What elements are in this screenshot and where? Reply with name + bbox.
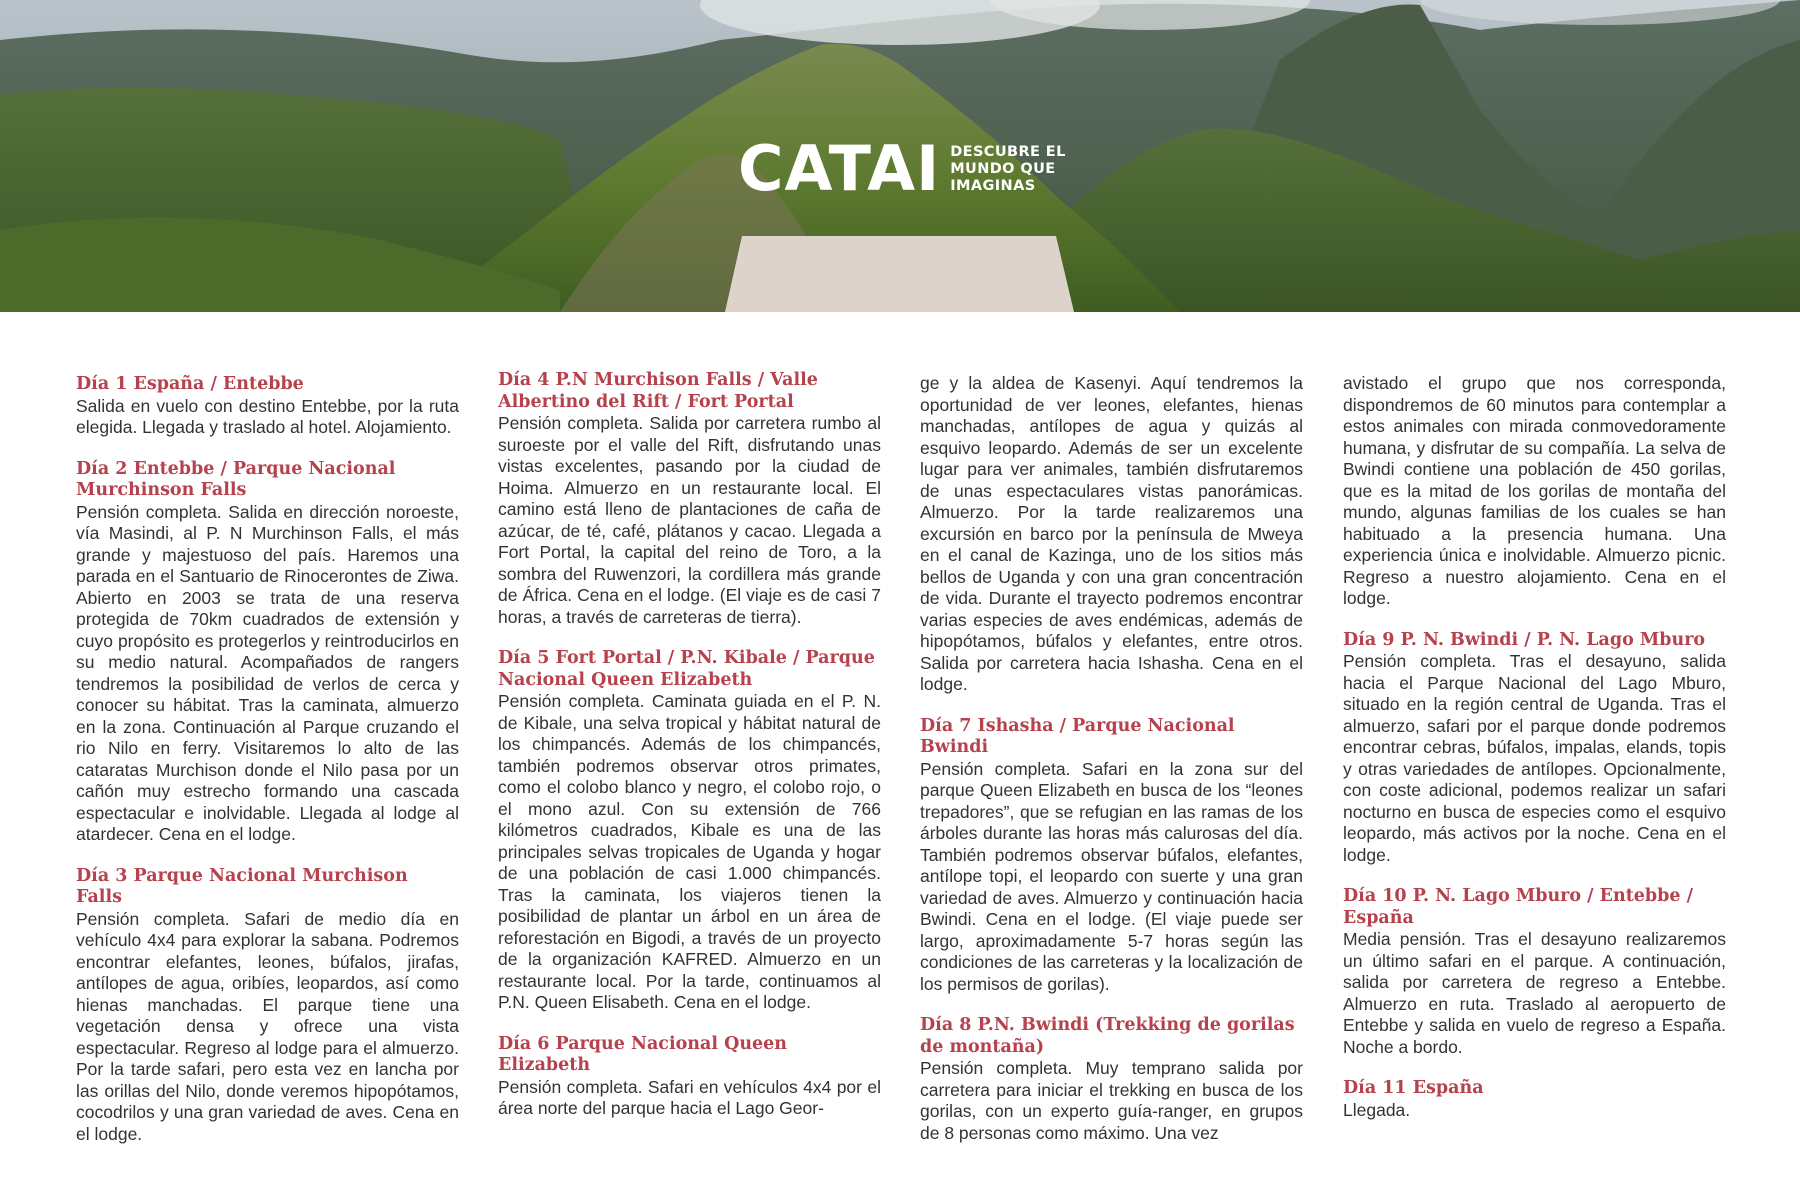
itinerary-day xyxy=(498,648,881,1014)
itinerary-day xyxy=(76,459,459,846)
day-description: Pensión completa. Tras el desayuno, salida hacia el Parque Nacional del Lago Mburo, situado en la región central de Uganda. Tras el almuerzo, safari por el parque donde podremos encontrar cebras, búfalos, impalas, elands, topis y otras variedades de antílopes. Opcionalmente, con coste adicional, podemos realizar un safari nocturno en busca de especies como el esquivo leopardo, más activos por la noche. Cena en el lodge. xyxy=(1343,651,1726,865)
day-description: Media pensión. Tras el desayuno realizaremos un último safari en el parque. A continuación, salida por carretera de regreso a Entebbe. Almuerzo en ruta. Traslado al aeropuerto de Entebbe y salida en vuelo de regreso a España. Noche a bordo. xyxy=(1343,929,1726,1057)
day-title: Día 2 Entebbe / Parque Nacional Murchinson Falls xyxy=(76,458,396,500)
itinerary-day xyxy=(920,716,1303,996)
logo-wordmark: CATAI xyxy=(738,132,941,205)
itinerary-columns xyxy=(0,370,1800,1190)
itinerary-column-2 xyxy=(498,370,881,1140)
itinerary-day xyxy=(1343,886,1726,1058)
hero-banner xyxy=(0,0,1800,312)
day-title: Día 1 España / Entebbe xyxy=(76,374,304,394)
itinerary-column-3 xyxy=(920,373,1303,1164)
logo-tagline: DESCUBRE EL MUNDO QUE IMAGINAS xyxy=(950,143,1066,194)
day-description: avistado el grupo que nos corresponda, dispondremos de 60 minutos para contemplar a estos animales con mirada conmovedoramente humana, y disfrutar de su compañía. La selva de Bwindi contiene una población de 450 gorilas, que es la mitad de los gorilas de montaña del mundo, algunas familias de los cuales se han habituado a la presencia humana. Una experiencia única e inolvidable. Almuerzo picnic. Regreso a nuestro alojamiento. Cena en el lodge. xyxy=(1343,373,1726,608)
day-title: Día 11 España xyxy=(1343,1078,1484,1098)
itinerary-day-continued xyxy=(920,373,1303,696)
banner-tab xyxy=(725,236,1074,312)
itinerary-day xyxy=(76,374,459,439)
itinerary-column-1 xyxy=(76,374,459,1165)
itinerary-day xyxy=(920,1015,1303,1144)
day-description: Pensión completa. Muy temprano salida por carretera para iniciar el trekking en busca de los gorilas, con un experto guía-ranger, en grupos de 8 personas como máximo. Una vez xyxy=(920,1058,1303,1143)
day-description: Pensión completa. Safari en la zona sur del parque Queen Elizabeth en busca de los “leones trepadores”, que se refugian en las ramas de los árboles durante las horas más calurosas del día. También podremos observar búfalos, elefantes, antílope topi, el leopardo con suerte y una gran variedad de aves. Almuerzo y continuación hacia Bwindi. Cena en el lodge. (El viaje puede ser largo, aproximadamente 5-7 horas según las condiciones de las carreteras y la localización de los permisos de gorilas). xyxy=(920,758,1303,994)
day-description: Pensión completa. Safari en vehículos 4x4 por el área norte del parque hacia el Lago Geor- xyxy=(498,1076,881,1118)
day-description: Pensión completa. Caminata guiada en el P. N. de Kibale, una selva tropical y hábitat natural de los chimpancés. Además de los chimpancés, también podremos observar otros primates, como el colobo blanco y negro, el colobo rojo, o el mono azul. Con su extensión de 766 kilómetros cuadrados, Kibale es una de las principales selvas tropicales de Uganda y hogar de una población de casi 1.000 chimpancés. Tras la caminata, los viajeros tienen la posibilidad de plantar un árbol en un área de reforestación en Bigodi, a través de un proyecto de la organización KAFRED. Almuerzo en un restaurante local. Por la tarde, continuamos al P.N. Queen Elisabeth. Cena en el lodge. xyxy=(498,691,881,1012)
day-description: Salida en vuelo con destino Entebbe, por la ruta elegida. Llegada y traslado al hotel. Alojamiento. xyxy=(76,395,459,437)
day-title: Día 9 P. N. Bwindi / P. N. Lago Mburo xyxy=(1343,629,1706,650)
itinerary-day xyxy=(498,1034,881,1120)
day-title: Día 6 Parque Nacional Queen Elizabeth xyxy=(498,1033,788,1075)
itinerary-day xyxy=(76,866,459,1146)
day-title: Día 7 Ishasha / Parque Nacional Bwindi xyxy=(920,715,1235,757)
day-title: Día 3 Parque Nacional Murchison Falls xyxy=(76,865,408,907)
day-title: Día 10 P. N. Lago Mburo / Entebbe / España xyxy=(1343,886,1694,928)
day-description: Pensión completa. Salida por carretera rumbo al suroeste por el valle del Rift, disfrutando unas vistas excelentes, pasando por la ciudad de Hoima. Almuerzo en un restaurante local. El camino está lleno de plantaciones de caña de azúcar, de té, café, plátanos y cacao. Llegada a Fort Portal, la capital del reino de Toro, a la sombra del Ruwenzori, la cordillera más grande de África. Cena en el lodge. (El viaje es de casi 7 horas, a través de carreteras de tierra). xyxy=(498,413,881,627)
itinerary-day xyxy=(498,370,881,628)
day-title: Día 5 Fort Portal / P.N. Kibale / Parque Nacional Queen Elizabeth xyxy=(498,648,875,690)
itinerary-day-continued xyxy=(1343,373,1726,610)
day-title: Día 4 P.N Murchison Falls / Valle Albertino del Rift / Fort Portal xyxy=(498,370,818,412)
day-title: Día 8 P.N. Bwindi (Trekking de gorilas de montaña) xyxy=(920,1015,1295,1057)
day-description: Pensión completa. Salida en dirección noroeste, vía Masindi, al P. N Murchinson Falls, el más grande y majestuoso del país. Haremos una parada en el Santuario de Rinocerontes de Ziwa. Abierto en 2003 se trata de una reserva protegida de 70km cuadrados de extensión y cuyo propósito es protegerlos y reintroducirlos en su medio natural. Acompañados de rangers tendremos la posibilidad de verlos de cerca y conocer su hábitat. Tras la caminata, almuerzo en la zona. Continuación al Parque cruzando el rio Nilo en ferry. Visitaremos lo alto de las cataratas Murchison donde el Nilo pasa por un cañón muy estrecho formando una cascada espectacular e inolvidable. Llegada al lodge al atardecer. Cena en el lodge. xyxy=(76,501,459,844)
catai-logo xyxy=(738,132,1066,205)
itinerary-day xyxy=(1343,1078,1726,1121)
itinerary-day xyxy=(1343,630,1726,867)
day-description: Llegada. xyxy=(1343,1099,1411,1120)
itinerary-column-4 xyxy=(1343,373,1726,1141)
day-description: Pensión completa. Safari de medio día en vehículo 4x4 para explorar la sabana. Podremos encontrar elefantes, leones, búfalos, jirafas, antílopes de agua, oribíes, leopardos, así como hienas manchadas. El parque tiene una vegetación densa y ofrece una vista espectacular. Regreso al lodge para el almuerzo. Por la tarde safari, pero esta vez en lancha por las orillas del Nilo, donde veremos hipopótamos, cocodrilos y una gran variedad de aves. Cena en el lodge. xyxy=(76,908,459,1144)
day-description: ge y la aldea de Kasenyi. Aquí tendremos la oportunidad de ver leones, elefantes, hienas manchadas, antílopes de agua y quizás al esquivo leopardo. Además de ser un excelente lugar para ver animales, también disfrutaremos de unas espectaculares vistas panorámicas. Almuerzo. Por la tarde realizaremos una excursión en barco por la península de Mweya en el canal de Kazinga, uno de los sitios más bellos de Uganda y con una gran concentración de vida. Durante el trayecto podremos encontrar varias especies de aves endémicas, además de hipopótamos, búfalos y elefantes, entre otros. Salida por carretera hacia Ishasha. Cena en el lodge. xyxy=(920,373,1303,694)
